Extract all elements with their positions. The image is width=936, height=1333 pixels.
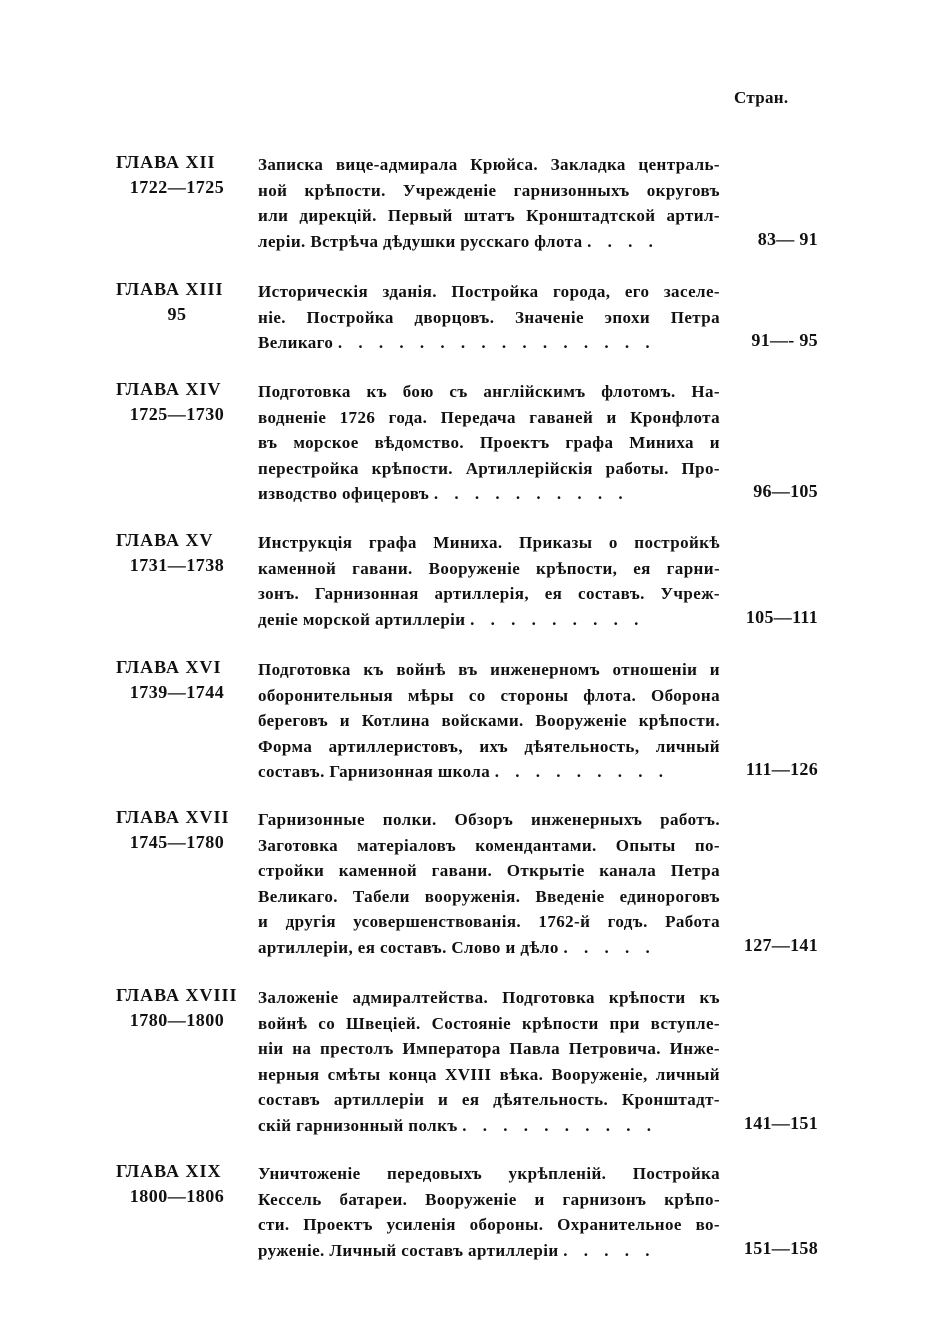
page-range: 83— 91 <box>757 229 818 249</box>
leader-dots: . . . . . . . . . . <box>462 1115 658 1135</box>
description-line: ной крѣпости. Учрежденіе гарнизонныхъ округовъ <box>258 180 720 200</box>
description-line: Кессель батареи. Вооруженіе и гарнизонъ крѣпо- <box>258 1189 720 1209</box>
description-line: Инструкція графа Миниха. Приказы о постройкѣ <box>258 533 720 552</box>
chapter-years: 1725—1730 <box>129 404 225 424</box>
page-column-header: Стран. <box>734 88 789 107</box>
description-line: деніе морской артиллеріи . . . . . . . . . <box>258 609 645 629</box>
description-line: леріи. Встрѣча дѣдушки русскаго флота . . . . <box>258 231 659 251</box>
description-line: Подготовка къ бою съ англійскимъ флотомъ. На- <box>258 382 720 401</box>
chapter-description <box>258 279 720 356</box>
description-line: руженіе. Личный составъ артиллеріи . . . . . <box>258 1240 656 1260</box>
chapter-description <box>258 807 720 960</box>
description-line: Историческія зданія. Постройка города, его заселе- <box>258 282 720 301</box>
chapter-label: ГЛАВА XII <box>116 152 216 172</box>
page-range: 91—- 95 <box>751 330 818 350</box>
description-line: Форма артиллеристовъ, ихъ дѣятельность, личный <box>258 736 720 756</box>
page-range: 111—126 <box>745 759 818 779</box>
description-line: войнѣ со Швеціей. Состояніе крѣпости при вступле- <box>258 1013 720 1033</box>
page-range: 96—105 <box>753 481 818 501</box>
description-line: ніе. Постройка дворцовъ. Значеніе эпохи Петра <box>258 307 720 327</box>
description-line: каменной гавани. Вооруженіе крѣпости, ея гарни- <box>258 558 720 578</box>
page-range: 151—158 <box>743 1238 818 1258</box>
chapter-description <box>258 1161 720 1263</box>
chapter-years: 1800—1806 <box>129 1186 225 1206</box>
description-line: составъ. Гарнизонная школа . . . . . . . . . <box>258 762 669 781</box>
description-line: въ морское вѣдомство. Проектъ графа Миниха и <box>258 433 720 452</box>
description-line: Заготовка матеріаловъ комендантами. Опыты по- <box>258 835 720 855</box>
chapter-description <box>258 530 720 632</box>
leader-dots: . . . . . <box>563 937 656 957</box>
chapter-description <box>258 657 720 785</box>
description-line: Заложеніе адмиралтейства. Подготовка крѣпости къ <box>258 988 720 1007</box>
chapter-years: 1780—1800 <box>129 1010 225 1030</box>
description-line: оборонительныя мѣры со стороны флота. Оборона <box>258 685 720 705</box>
page-range: 141—151 <box>743 1113 818 1133</box>
leader-dots: . . . . . . . . . . <box>433 484 629 503</box>
chapter-description <box>258 985 720 1138</box>
chapter-years: 1739—1744 <box>129 682 225 702</box>
description-line: Великаго. Табели вооруженія. Введеніе единороговъ <box>258 886 720 906</box>
leader-dots: . . . . . . . . . . . . . . . . <box>337 333 656 352</box>
description-line: стройки каменной гавани. Открытіе канала Петра <box>258 861 720 880</box>
page-range: 127—141 <box>743 935 818 955</box>
description-line: Гарнизонные полки. Обзоръ инженерныхъ работъ. <box>258 810 720 829</box>
chapter-years: 1731—1738 <box>129 555 225 575</box>
description-line: зонъ. Гарнизонная артиллерія, ея составъ. Учреж- <box>258 584 720 603</box>
chapter-description <box>258 379 720 507</box>
chapter-label: ГЛАВА XV <box>116 530 214 550</box>
chapter-years: 95 <box>167 304 187 324</box>
description-line: составъ артиллеріи и ея дѣятельность. Кронштадт- <box>258 1090 720 1109</box>
leader-dots: . . . . . . . . . <box>470 609 645 629</box>
description-line: перестройка крѣпости. Артиллерійскія работы. Про- <box>258 458 720 478</box>
description-line: или дирекцій. Первый штатъ Кронштадтской артил- <box>258 206 720 225</box>
description-line: и другія усовершенствованія. 1762-й годъ. Работа <box>258 912 720 931</box>
chapter-description <box>258 152 720 254</box>
chapter-label: ГЛАВА XIV <box>116 379 222 399</box>
leader-dots: . . . . . <box>563 1240 656 1260</box>
description-line: скій гарнизонный полкъ . . . . . . . . . . <box>258 1115 658 1135</box>
description-line: нерныя смѣты конца XVIII вѣка. Вооруженіе, личный <box>258 1064 720 1084</box>
chapter-years: 1745—1780 <box>129 832 225 852</box>
chapter-label: ГЛАВА XIII <box>116 279 224 299</box>
description-line: артиллеріи, ея составъ. Слово и дѣло . . . . . <box>258 937 656 957</box>
chapter-label: ГЛАВА XVI <box>116 657 222 677</box>
description-line: Великаго . . . . . . . . . . . . . . . . <box>258 333 656 352</box>
chapter-label: ГЛАВА XVII <box>116 807 230 827</box>
description-line: береговъ и Котлина войсками. Вооруженіе крѣпости. <box>258 711 720 730</box>
description-line: Подготовка къ войнѣ въ инженерномъ отношеніи и <box>258 660 720 679</box>
chapter-label: ГЛАВА XIX <box>116 1161 222 1181</box>
description-line: водненіе 1726 года. Передача гаваней и Кронфлота <box>258 407 720 427</box>
description-line: Записка вице-адмирала Крюйса. Закладка централь- <box>258 155 720 174</box>
chapter-years: 1722—1725 <box>129 177 225 197</box>
description-line: сти. Проектъ усиленія обороны. Охранительное во- <box>258 1215 720 1234</box>
description-line: Уничтоженіе передовыхъ укрѣпленій. Постройка <box>258 1164 720 1183</box>
chapter-label: ГЛАВА XVIII <box>116 985 238 1005</box>
description-line: изводство офицеровъ . . . . . . . . . . <box>258 484 629 503</box>
leader-dots: . . . . . . . . . <box>494 762 669 781</box>
description-line: ніи на престолъ Императора Павла Петровича. Инже- <box>258 1039 720 1058</box>
page-range: 105—111 <box>745 607 818 627</box>
leader-dots: . . . . <box>587 231 659 251</box>
